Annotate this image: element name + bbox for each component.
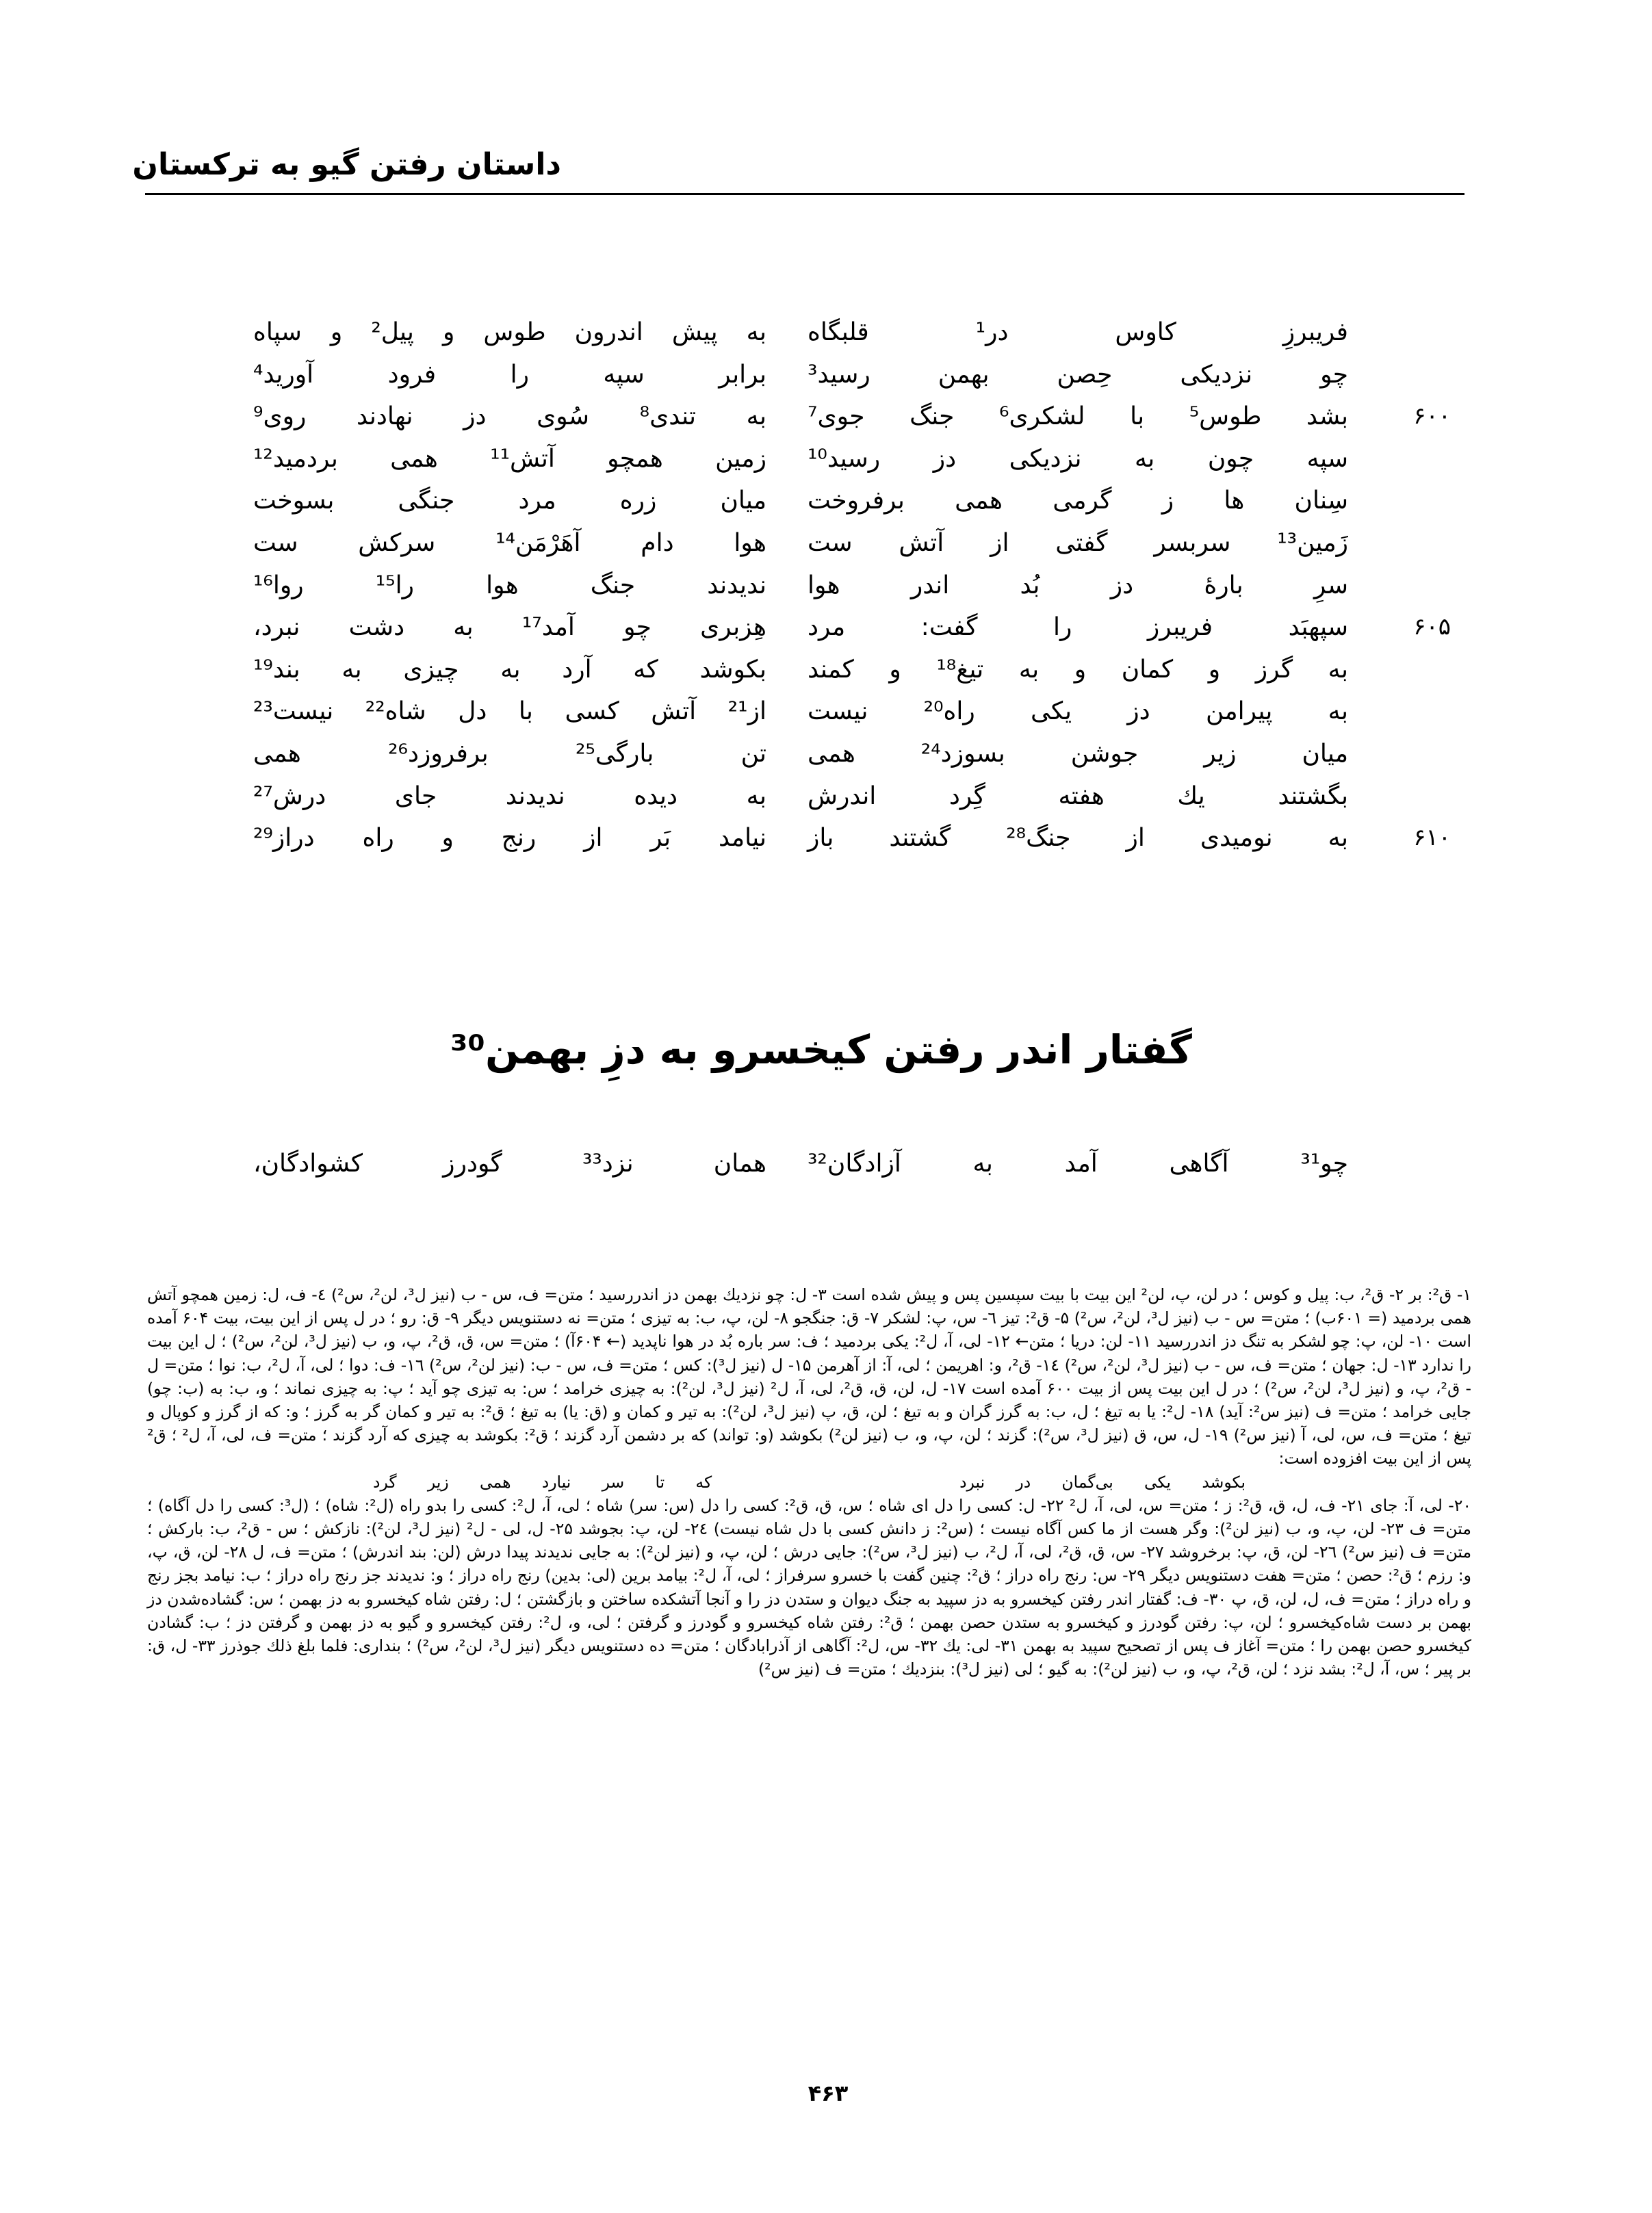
verse-row bbox=[246, 565, 1451, 607]
verse-row bbox=[246, 354, 1451, 396]
section-heading: گفتار اندر رفتن کیخسرو به دزِ بهمن³⁰ bbox=[450, 1026, 1192, 1073]
verse-row bbox=[246, 775, 1451, 818]
verse-first-hemistich: به گرز و کمان و به تیغ¹⁸ و کمند bbox=[808, 655, 1349, 684]
critical-apparatus-footnotes bbox=[147, 1283, 1471, 1681]
verse-row bbox=[246, 606, 1451, 649]
verse-first-hemistich: سرِ بارهٔ دز بُد اندر هوا bbox=[808, 571, 1348, 599]
verse-first-hemistich: زَمین¹³ سربسر گفتی از آتش ست bbox=[808, 528, 1348, 557]
verse-row bbox=[246, 480, 1451, 522]
verse-first-hemistich: سپه چون به نزدیکی دز رسید¹⁰ bbox=[808, 444, 1348, 473]
footnotes-part-2: ۲۰- لی، آ: جای ۲۱- ف، ل، ق، ق²: ز ؛ متن= س، لی، آ، ل² ۲۲- ل: کسی را دل ای شاه ؛ س، ق، ق²: کسی را دل (س: سر) شاه ؛ لی، آ، ل²: کسی را بدو راه (ل²: شاه) ؛ (ل³: کسی را دل آگاه) ؛ متن= ف ۲۳- لن، پ، و، ب (نیز لن²): وگر هست از ما کس آگاه نیست ؛ (س²: ز دانش کسی با دل شاه نیست) ۲٤- لن، پ: بجوشد ۲۵- ل، لی - ل² (نیز ل³، لن²): نازکش ؛ س - ق²، ب: بارکش ؛ متن= ف (نیز س²) ۲٦- لن، ق، پ: برخروشد ۲۷- س، ق، ق²، لی، آ، ل²، ب (نیز ل³، س²): جایی درش ؛ لن، پ، و (نیز لن²): به جایی ندیدند پیدا درش (لن: بند اندرش) ؛ متن= ف، ل ۲۸- لن، ق، پ، و: رزم ؛ ق²: حصن ؛ متن= هفت دستنویس دیگر ۲۹- س: رنج راه دراز ؛ ق²: چنین گفت با خسرو سرفراز ؛ لی، آ، ل²: بیامد برین (لی: بدین) رنج راه دراز ؛ و: ندیدند جز رنج راه دراز ؛ ب: نیامد بجز رنج و راه دراز ؛ متن= ف، ل، لن، ق، پ ۳۰- ف: گفتار اندر رفتن کیخسرو به دز سپید به جنگ دیوان و ستدن دز را و آنجا آتشکده ساختن و بازگشتن ؛ ل: رفتن شاه کیخسرو به دز بهمن ؛ س: گشاده‌شدن دز بهمن بر دست شاه‌کیخسرو ؛ لن، پ: رفتن گودرز و کیخسرو به ستدن حصن بهمن ؛ ق²: رفتن شاه کیخسرو و گودرز و گرفتن ؛ لی، و، ل²: رفتن کیخسرو و گیو به دز بهمن و گرفتن دز ؛ ب: گشادن کیخسرو حصن بهمن را ؛ متن= آغاز ف پس از تصحیح سپید به بهمن ۳۱- لی: یك ۳۲- س، ل²: آگاهی از آذرابادگان ؛ متن= ده دستنویس دیگر (نیز ل³، لن²، س²) ؛ بنداری: فلما بلغ ذلك جوذرز ۳۳- ل، ق: بر پیر ؛ س، آ، ل²: بشد نزد ؛ لن، ق²، پ، و، ب (نیز لن²): به گیو ؛ لی (نیز ل³): بنزدیك ؛ متن= ف (نیز س²) bbox=[147, 1495, 1472, 1679]
verse-first-hemistich: بگشتند یك هفته گِرد اندرش bbox=[808, 781, 1348, 810]
verse-first-hemistich: به نومیدی از جنگ²⁸ گشتند باز bbox=[808, 824, 1348, 853]
verse-first-hemistich: فریبرزِ کاوس در¹ قلبگاه bbox=[808, 318, 1348, 346]
footnote-inserted-verse bbox=[147, 1471, 1471, 1494]
verse-second-hemistich: ندیدند جنگ هوا را¹⁵ روا¹⁶ bbox=[253, 571, 766, 599]
verse-second-hemistich: نیامد بَر از رنج و راه دراز²⁹ bbox=[253, 824, 766, 853]
verse-second-hemistich: زمین همچو آتش¹¹ همی بردمید¹² bbox=[253, 444, 766, 473]
verse-number: ۶۱۰ bbox=[1413, 824, 1451, 852]
verse-row bbox=[246, 522, 1451, 565]
verse-row bbox=[246, 396, 1451, 438]
verse-block bbox=[246, 311, 1451, 859]
verse-second-hemistich: برابر سپه را فرود آورید⁴ bbox=[253, 360, 766, 389]
verse-second-hemistich: بکوشد که آرد به چیزی به بند¹⁹ bbox=[253, 655, 766, 684]
verse-first-hemistich: سِنان ها ز گرمی همی برفروخت bbox=[808, 487, 1348, 515]
verse-second-hemistich: هِزبری چو آمد¹⁷ به دشت نبرد، bbox=[253, 613, 767, 642]
verse-row bbox=[246, 649, 1451, 691]
verse-second-hemistich: همان نزد³³ گودرز کشوادگان، bbox=[253, 1150, 766, 1178]
page-number: ۴۶۳ bbox=[808, 2080, 849, 2106]
verse-first-hemistich: به پیرامن دز یکی راه²⁰ نیست bbox=[808, 697, 1348, 726]
verse-first-hemistich: میان زیر جوشن بسوزد²⁴ همی bbox=[808, 739, 1349, 768]
verse-first-hemistich: چو³¹ آگاهی آمد به آزادگان³² bbox=[808, 1150, 1348, 1178]
footnotes-part-1: ۱- ق²: بر ۲- ق²، ب: پیل و کوس ؛ در لن، پ، لن² این بیت با بیت سپسین پس و پیش شده است ۳- ل: چو نزدیك بهمن دز اندررسید ؛ متن= ف، س - ب (نیز ل³، لن²، س²) ٤- ف، ل: زمین همچو آتش همی بردمید (= ۶۰۱ب) ؛ متن= س - ب (نیز ل³، لن²، س²) ۵- ق²: تیز ٦- س، پ: لشکر ۷- ق: جنگجو ۸- لن، پ، ب: به تیزی ؛ متن= نه دستنویس دیگر ۹- ق: رو ؛ در ل پس از این بیت، بیت ۶۰۴ آمده است ۱۰- لن، پ: چو لشکر به تنگ دز اندررسید ۱۱- لن: دریا ؛ متن← ۱۲- لی، آ، ل²: یکی بردمید ؛ ف: سر باره بُد در هوا ناپدید (← ۶۰۴آ) ؛ متن= س، ق، ق²، پ، و، ب (نیز ل³، لن²، س²) ؛ ل این بیت را ندارد ۱۳- ل: جهان ؛ متن= ف، س - ب (نیز ل³، لن²، س²) ۱٤- ق²، و: اهریمن ؛ لی، آ: از آهرمن ۱۵- ل (نیز ل³): کس ؛ متن= ف، س - ب: (نیز لن²، س²) ۱٦- ف: دوا ؛ لی، آ، ل²، ب: نوا ؛ متن= ل - ق²، پ، و (نیز ل³، لن²، س²) ؛ در ل این بیت پس از بیت ۶۰۰ آمده است ۱۷- ل، لن، ق، ق²، لی، آ، ل² (نیز ل³، لن²): به چیزی خرامد ؛ س: به تیزی چو آید ؛ پ: به چیزی نماند ؛ و، ب: به (ب: چو) جایی خرامد ؛ متن= ف (نیز س²: آید) ۱۸- ل²: یا به تیغ ؛ ل، ب: به گرز گران و به تیغ ؛ لن، ق، پ (نیز ل³، لن²): به تیر و کمان و (ق: یا) به تیغ ؛ ق²: به تیر و کمان گر به گرز ؛ و: که از گرز و کوپال و تیغ ؛ متن= ف، س، لی، آ (نیز س²) ۱۹- ل، س، ق (نیز ل³، س²): گزند ؛ لن، پ، و، ب (نیز لن²) بکوشد (و: تواند) که بر دشمن آرد گزند ؛ ق²: بکوشد به چیزی که آرد گزند ؛ متن= ف، لی، آ، ل² ؛ ق² پس از این بیت افزوده است: bbox=[147, 1285, 1472, 1468]
verse-second-hemistich: به تندی⁸ سُوی دز نهادند روی⁹ bbox=[253, 402, 766, 431]
verse-number: ۶۰۵ bbox=[1413, 613, 1451, 641]
section-verse-row bbox=[246, 1150, 1451, 1192]
header-rule bbox=[145, 193, 1464, 195]
verse-first-hemistich: بشد طوس⁵ با لشکری⁶ جنگ جوی⁷ bbox=[808, 402, 1348, 431]
verse-second-hemistich: به پیش اندرون طوس و پیل² و سپاه bbox=[253, 318, 766, 346]
verse-row bbox=[246, 817, 1451, 859]
running-title: داستان رفتن گیو به ترکستان bbox=[132, 147, 561, 182]
verse-row bbox=[246, 733, 1451, 775]
verse-row bbox=[246, 438, 1451, 480]
inserted-verse-first-hemistich: بکوشد یکی بی‌گمان در نبرد bbox=[959, 1472, 1246, 1492]
verse-first-hemistich: سپهبَد فریبرز را گفت: مرد bbox=[808, 613, 1348, 642]
verse-second-hemistich: میان زره مرد جنگی بسوخت bbox=[253, 487, 766, 515]
verse-second-hemistich: هوا دام آهَرْمَن¹⁴ سرکش ست bbox=[253, 528, 766, 557]
verse-second-hemistich: از²¹ آتش کسی با دل شاه²² نیست²³ bbox=[253, 697, 766, 726]
verse-first-hemistich: چو نزدیکی حِصن بهمن رسید³ bbox=[808, 360, 1348, 389]
verse-number: ۶۰۰ bbox=[1413, 402, 1451, 430]
inserted-verse-second-hemistich: که تا سر نیارد همی زیر گرد bbox=[373, 1472, 712, 1492]
verse-row bbox=[246, 311, 1451, 354]
verse-second-hemistich: به دیده ندیدند جای درش²⁷ bbox=[253, 781, 766, 810]
verse-second-hemistich: تن بارگی²⁵ برفروزد²⁶ همی bbox=[253, 739, 767, 768]
verse-row bbox=[246, 690, 1451, 733]
